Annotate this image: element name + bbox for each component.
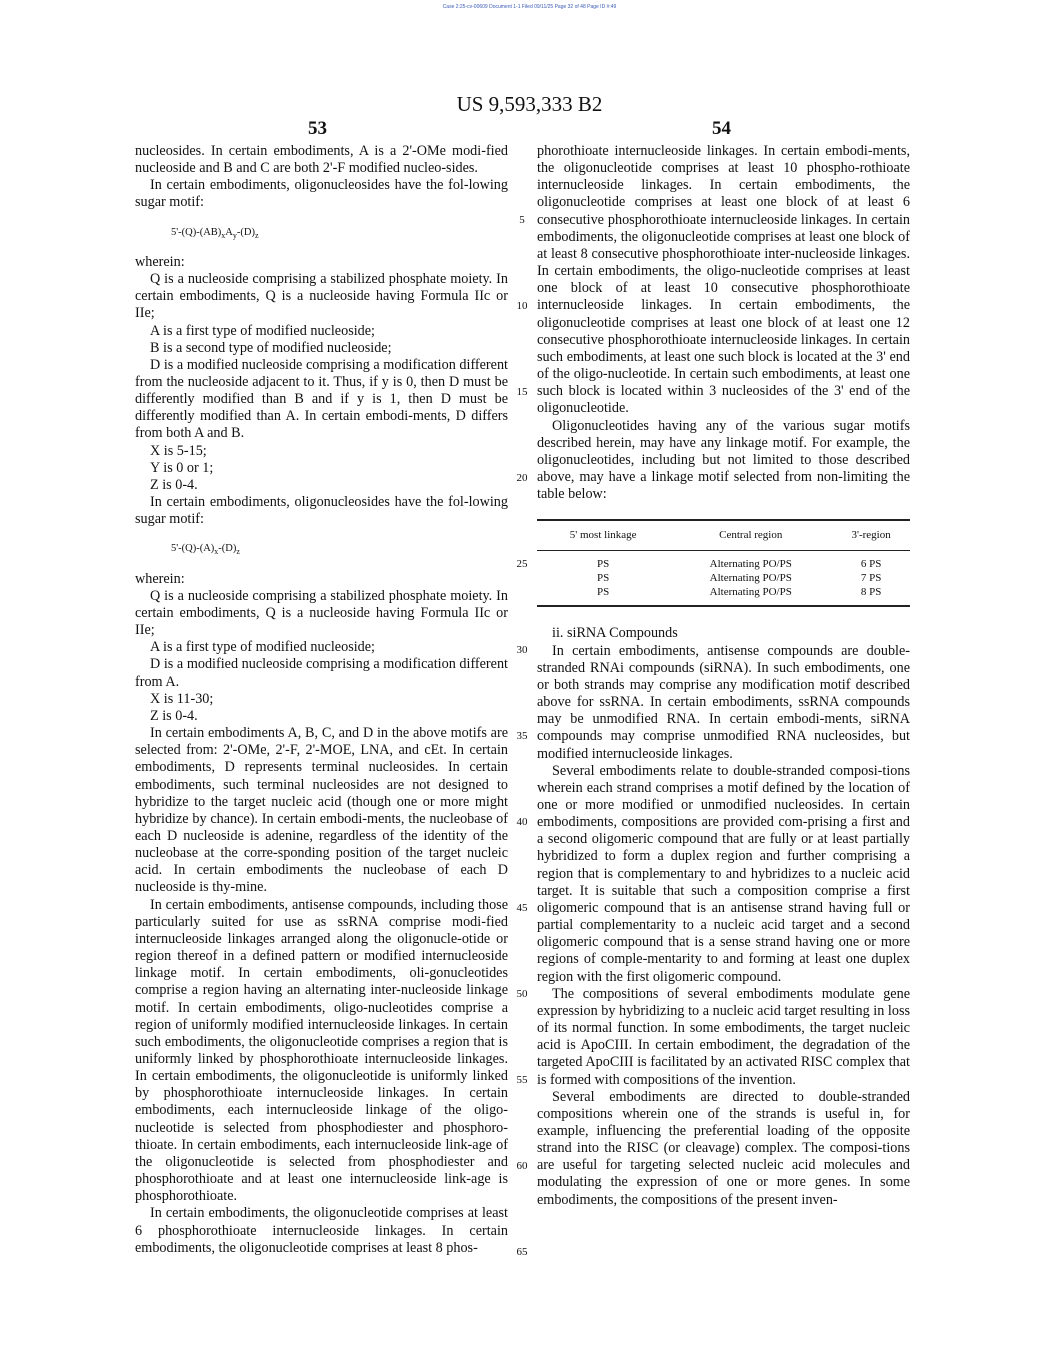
- patent-number: US 9,593,333 B2: [456, 92, 603, 116]
- line-number: 60: [516, 1160, 528, 1172]
- line-numbers: [510, 0, 534, 1365]
- linkage-motif-table: [537, 519, 910, 607]
- line-number: 55: [516, 1074, 528, 1086]
- paragraph: Oligonucleotides having any of the various sugar motifs described herein, may have any linkage motif. For example, the oligonucleotides, including but not limited to those described above, may have a linkage motif selected from non-limiting the table below:: [537, 417, 910, 503]
- table-cell: PS: [597, 572, 610, 585]
- definition: A is a first type of modified nucleoside;: [150, 639, 375, 656]
- paragraph: nucleosides. In certain embodiments, A is a 2'-OMe modi-fied nucleoside and B and C are both 2'-F modified nucleo-sides.: [135, 143, 508, 177]
- left-column: [135, 143, 508, 1257]
- table-cell: 6 PS: [860, 558, 882, 571]
- paragraph: In certain embodiments, oligonucleosides have the fol-lowing sugar motif:: [135, 494, 508, 528]
- table-header-row: [537, 520, 910, 551]
- table-cell: 7 PS: [860, 572, 882, 585]
- line-number: 5: [519, 214, 525, 226]
- line-number: 45: [516, 902, 528, 914]
- definition: X is 11-30;: [150, 690, 214, 707]
- table-cell: Alternating PO/PS: [709, 572, 792, 585]
- line-number: 10: [516, 300, 528, 312]
- paragraph: phorothioate internucleoside linkages. In certain embodi-ments, the oligonucleotide comprises at least 10 phospho-rothioate internucleoside linkages. In certain embodiments, the oligonucleotide comprises at least one block of at least 6 consecutive phosphorothioate internucleoside linkages. In certain embodiments, the oligonucleotide comprises at least one block of at least 8 consecutive phosphorothioate inter-nucleoside linkages. In certain embodiments, the oligo-nucleotide comprises at least one block of at least 10 consecutive phosphorothioate internucleoside linkages. In certain embodiments, the oligonucleotide comprises at least one block of at least one 12 consecutive phosphorothioate internucleoside linkages. In certain such embodiments, at least one such block is located at the 3' end of the oligo-nucleotide. In certain such embodiments, at least one such block is located within 3 nucleosides of the 3' end of the oligonucleotide.: [537, 143, 910, 417]
- line-number: 50: [516, 988, 528, 1000]
- definition: Y is 0 or 1;: [150, 459, 214, 476]
- paragraph: Several embodiments relate to double-stranded composi-tions wherein each strand comprises a motif defined by the location of one or more modified or unmodified nucleosides. In certain embodiments, compositions are provided com-prising a first and a second oligomeric compound that are fully or at least partially hybridized to form a duplex region and further comprising a region that is complementary to and hybridizes to a nucleic acid target. It is suitable that such a composition comprise a first oligomeric compound that is an antisense strand having full or partial complementarity to a nucleic acid target and a second oligomeric compound that is a sense strand having one or more regions of comple-mentarity to and forming at least one duplex region with the first oligomeric compound.: [537, 762, 910, 985]
- line-number: 20: [516, 472, 528, 484]
- line-number: 40: [516, 816, 528, 828]
- line-number: 35: [516, 730, 528, 742]
- paragraph: wherein:: [135, 253, 185, 270]
- definition: D is a modified nucleoside comprising a modification different from the nucleoside adjacent to it. Thus, if y is 0, then D must be differently modified than B and if y is 1, then D must be differently modified than A. In certain embodi-ments, D differs from both A and B.: [135, 356, 508, 442]
- case-header: Case 2:25-cv-00609 Document 1-1 Filed 09/11/25 Page 32 of 48 Page ID #:49: [442, 4, 617, 10]
- definition: B is a second type of modified nucleoside;: [150, 339, 392, 356]
- paragraph: In certain embodiments A, B, C, and D in the above motifs are selected from: 2'-OMe, 2'-F, 2'-MOE, LNA, and cEt. In certain embodiments, D represents terminal nucleosides. In certain embodiments, such terminal nucleosides are not designed to hybridize to the target nucleic acid (though one or more might hybridize by chance). In certain embodi-ments, the nucleobase of each D nucleoside is adenine, regardless of the identity of the nucleobase at the corre-sponding position of the target nucleic acid. In certain embodiments the nucleobase of each D nucleoside is thy-mine.: [135, 725, 508, 896]
- definition: X is 5-15;: [150, 442, 207, 459]
- table-row: [537, 551, 910, 572]
- line-number: 25: [516, 558, 528, 570]
- page-number-left: 53: [308, 118, 327, 139]
- table-cell: 8 PS: [832, 585, 910, 606]
- definition: Z is 0-4.: [150, 476, 198, 493]
- table-cell: Alternating PO/PS: [669, 585, 832, 606]
- paragraph: In certain embodiments, oligonucleosides have the fol-lowing sugar motif:: [135, 177, 508, 211]
- column-header: 3'-region: [832, 520, 910, 551]
- formula-sugar-motif-1: $5'-(Q)-(AB)_xA_y-(D)_z$: [171, 226, 259, 240]
- column-header: 5' most linkage: [537, 520, 669, 551]
- definition: D is a modified nucleoside comprising a modification different from A.: [135, 656, 508, 690]
- paragraph: wherein:: [135, 570, 185, 587]
- definition: Z is 0-4.: [150, 707, 198, 724]
- formula-sugar-motif-2: $5'-(Q)-(A)_x-(D)_z$: [171, 543, 240, 557]
- paragraph: Several embodiments are directed to double-stranded compositions wherein one of the strands is useful in, for example, influencing the preferential loading of the opposite strand into the RISC (or cleavage) complex. The composi-tions are useful for targeting selected nucleic acid molecules and modulating the expression of one or more genes. In some embodiments, the compositions of the present inven-: [537, 1088, 910, 1208]
- paragraph: In certain embodiments, antisense compounds, including those particularly suited for use as ssRNA comprise modi-fied internucleoside linkages arranged along the oligonucle-otide or region thereof in a defined pattern or modified internucleoside linkage motif. In certain embodiments, oli-gonucleotides comprise a region having an alternating inter-nucleoside linkage motif. In certain embodiments, oligo-nucleotides comprise a region of uniformly modified internucleoside linkages. In certain such embodiments, the oligonucleotide comprises a region that is uniformly linked by phosphorothioate internucleoside linkages. In certain embodiments, the oligonucleotide is uniformly linked by phosphorothioate internucleoside linkages. In certain embodiments, each internucleoside linkage of the oligo-nucleotide is selected from phosphodiester and phosphoro-thioate. In certain embodiments, each internucleoside link-age of the oligonucleotide is selected from phosphodiester and phosphorothioate and at least one internucleoside link-age is phosphorothioate.: [135, 896, 508, 1205]
- table-cell: PS: [537, 585, 669, 606]
- right-column: [537, 143, 910, 1209]
- definition: Q is a nucleoside comprising a stabilized phosphate moiety. In certain embodiments, Q is a nucleoside having Formula IIc or IIe;: [135, 271, 508, 322]
- table-cell: PS: [597, 558, 610, 571]
- line-number: 15: [516, 386, 528, 398]
- table-row: [537, 585, 910, 606]
- table-cell: Alternating PO/PS: [709, 558, 792, 571]
- section-heading: ii. siRNA Compounds: [552, 625, 678, 642]
- definition: Q is a nucleoside comprising a stabilized phosphate moiety. In certain embodiments, Q is a nucleoside having Formula IIc or IIe;: [135, 587, 508, 639]
- line-number: 30: [516, 644, 528, 656]
- paragraph: In certain embodiments, antisense compounds are double-stranded RNAi compounds (siRNA). In such embodiments, one or both strands may comprise any modification motif described above for ssRNA. In certain embodiments, ssRNA compounds may be unmodified RNA. In certain embodi-ments, siRNA compounds may comprise unmodified RNA nucleosides, but modified internucleoside linkages.: [537, 642, 910, 762]
- table-row: [537, 571, 910, 585]
- column-header: Central region: [669, 520, 832, 551]
- paragraph: The compositions of several embodiments modulate gene expression by hybridizing to a nucleic acid target resulting in loss of its normal function. In some embodiments, the target nucleic acid is ApoCIII. In certain embodiment, the degradation of the targeted ApoCIII is facilitated by an activated RISC complex that is formed with compositions of the invention.: [537, 985, 910, 1088]
- definition: A is a first type of modified nucleoside;: [150, 322, 375, 339]
- page-number-right: 54: [712, 118, 731, 139]
- line-number: 65: [516, 1246, 528, 1258]
- paragraph: In certain embodiments, the oligonucleotide comprises at least 6 phosphorothioate internucleoside linkages. In certain embodiments, the oligonucleotide comprises at least 8 phos-: [135, 1205, 508, 1256]
